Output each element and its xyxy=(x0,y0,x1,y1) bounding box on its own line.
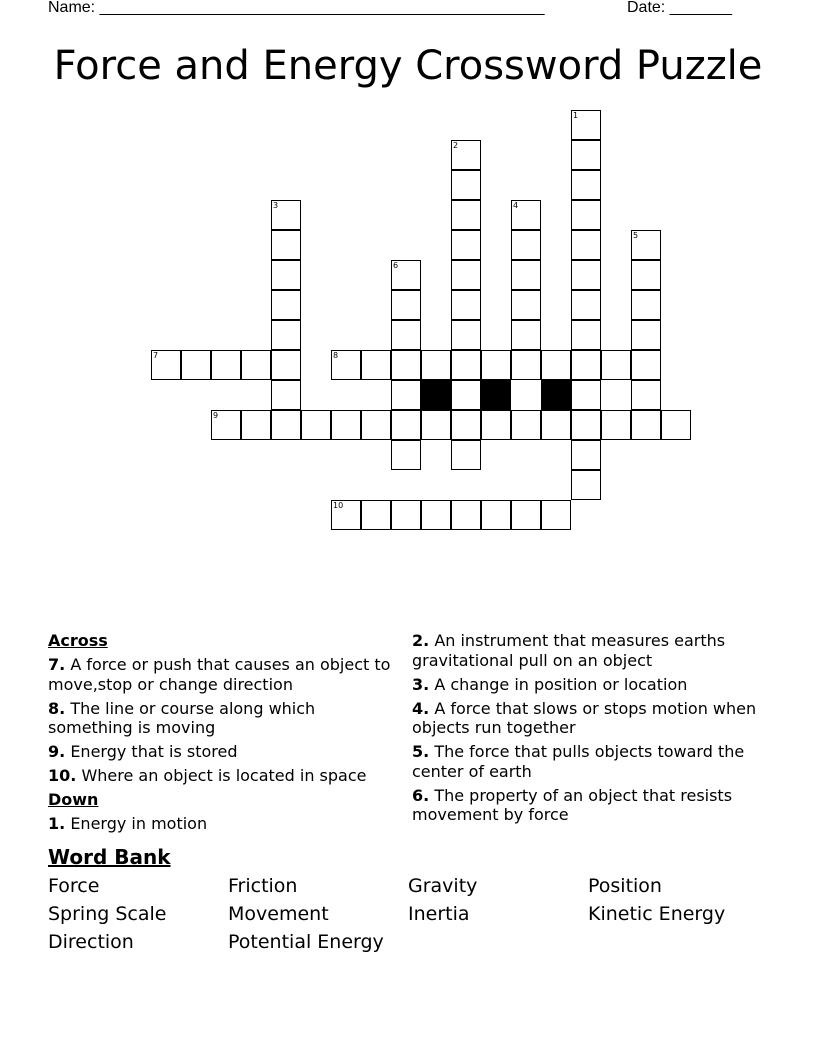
clue-number: 7. xyxy=(48,655,66,674)
crossword-cell[interactable] xyxy=(391,290,421,320)
crossword-cell[interactable] xyxy=(451,350,481,380)
crossword-cell[interactable] xyxy=(481,350,511,380)
clue-number: 5. xyxy=(412,742,430,761)
crossword-cell[interactable] xyxy=(511,500,541,530)
crossword-cell[interactable] xyxy=(451,170,481,200)
crossword-cell[interactable] xyxy=(511,320,541,350)
crossword-cell[interactable] xyxy=(271,260,301,290)
crossword-cell[interactable] xyxy=(571,410,601,440)
word-bank-item: Force xyxy=(48,875,100,897)
crossword-cell[interactable] xyxy=(391,500,421,530)
clue-number-label: 1 xyxy=(573,111,579,120)
crossword-cell[interactable] xyxy=(451,410,481,440)
crossword-cell[interactable] xyxy=(451,380,481,410)
crossword-cell[interactable] xyxy=(331,500,361,530)
crossword-cell[interactable] xyxy=(451,230,481,260)
clue-number: 3. xyxy=(412,674,430,694)
clue-number: 1. xyxy=(48,814,66,833)
clue-number-label: 4 xyxy=(513,201,519,210)
crossword-cell[interactable] xyxy=(451,500,481,530)
clue-number: 10. xyxy=(48,766,77,785)
word-bank-item: Inertia xyxy=(408,903,470,925)
crossword-cell[interactable] xyxy=(211,410,241,440)
clues-right-column xyxy=(412,631,762,825)
crossword-cell[interactable] xyxy=(421,410,451,440)
clue-text: Where an object is located in space xyxy=(81,766,367,785)
clue-number-label: 6 xyxy=(393,261,399,270)
crossword-cell[interactable] xyxy=(511,260,541,290)
clue-across-8 xyxy=(48,699,404,738)
crossword-cell[interactable] xyxy=(571,380,601,410)
clue-down-3 xyxy=(412,675,762,695)
crossword-cell[interactable] xyxy=(571,350,601,380)
crossword-block xyxy=(421,380,451,410)
crossword-cell[interactable] xyxy=(571,260,601,290)
crossword-cell[interactable] xyxy=(631,260,661,290)
clue-down-5 xyxy=(412,742,762,781)
crossword-cell[interactable] xyxy=(331,350,361,380)
word-bank-item: Position xyxy=(588,875,662,897)
crossword-cell[interactable] xyxy=(541,410,571,440)
clue-number: 8. xyxy=(48,698,66,718)
crossword-cell[interactable] xyxy=(661,410,691,440)
crossword-cell[interactable] xyxy=(271,320,301,350)
crossword-cell[interactable] xyxy=(451,140,481,170)
crossword-cell[interactable] xyxy=(361,350,391,380)
crossword-cell[interactable] xyxy=(271,230,301,260)
crossword-cell[interactable] xyxy=(271,350,301,380)
clue-number: 4. xyxy=(412,698,430,718)
crossword-cell[interactable] xyxy=(571,110,601,140)
word-bank-item: Gravity xyxy=(408,875,478,897)
clue-down-1 xyxy=(48,814,404,834)
date-field-label: Date: _______ xyxy=(627,0,732,16)
crossword-cell[interactable] xyxy=(361,410,391,440)
crossword-cell[interactable] xyxy=(511,410,541,440)
crossword-cell[interactable] xyxy=(391,350,421,380)
clues-left-column xyxy=(48,631,404,834)
crossword-cell[interactable] xyxy=(571,320,601,350)
down-heading: Down xyxy=(48,790,99,809)
crossword-cell[interactable] xyxy=(541,350,571,380)
crossword-cell[interactable] xyxy=(511,200,541,230)
word-bank-item: Potential Energy xyxy=(228,931,384,953)
crossword-cell[interactable] xyxy=(571,200,601,230)
clue-number-label: 2 xyxy=(453,141,459,150)
clue-number-label: 8 xyxy=(333,351,339,360)
crossword-cell[interactable] xyxy=(241,410,271,440)
crossword-cell[interactable] xyxy=(271,410,301,440)
crossword-cell[interactable] xyxy=(571,140,601,170)
crossword-cell[interactable] xyxy=(421,350,451,380)
word-bank-item: Friction xyxy=(228,875,298,897)
crossword-cell[interactable] xyxy=(451,290,481,320)
clue-across-9 xyxy=(48,742,404,762)
clue-number: 9. xyxy=(48,742,66,761)
crossword-cell[interactable] xyxy=(301,410,331,440)
clue-text: The line or course along which something is moving xyxy=(48,698,316,737)
crossword-cell[interactable] xyxy=(631,380,661,410)
crossword-cell[interactable] xyxy=(631,290,661,320)
crossword-cell[interactable] xyxy=(571,230,601,260)
crossword-cell[interactable] xyxy=(571,440,601,470)
word-bank-title: Word Bank xyxy=(48,845,171,869)
clue-across-10 xyxy=(48,766,404,786)
clue-text: An instrument that measures earths gravitational pull on an object xyxy=(412,631,726,670)
crossword-cell[interactable] xyxy=(451,320,481,350)
crossword-cell[interactable] xyxy=(361,500,391,530)
word-bank-item: Movement xyxy=(228,903,329,925)
clue-text: The property of an object that resists movement by force xyxy=(412,785,733,824)
crossword-cell[interactable] xyxy=(271,380,301,410)
word-bank-item: Spring Scale xyxy=(48,903,167,925)
page-title: Force and Energy Crossword Puzzle xyxy=(53,43,763,89)
crossword-cell[interactable] xyxy=(451,440,481,470)
crossword-cell[interactable] xyxy=(181,350,211,380)
clue-number-label: 3 xyxy=(273,201,279,210)
word-bank-item: Kinetic Energy xyxy=(588,903,726,925)
clue-text: Energy that is stored xyxy=(70,742,238,761)
clue-text: Energy in motion xyxy=(70,814,208,833)
across-heading: Across xyxy=(48,631,108,650)
clue-number-label: 10 xyxy=(333,501,344,510)
crossword-cell[interactable] xyxy=(481,410,511,440)
crossword-cell[interactable] xyxy=(631,410,661,440)
crossword-cell[interactable] xyxy=(271,290,301,320)
crossword-cell[interactable] xyxy=(571,170,601,200)
clue-number-label: 5 xyxy=(633,231,639,240)
clue-text: The force that pulls objects toward the center of earth xyxy=(412,742,745,781)
crossword-block xyxy=(541,380,571,410)
crossword-cell[interactable] xyxy=(601,350,631,380)
crossword-cell[interactable] xyxy=(511,290,541,320)
clue-across-7 xyxy=(48,655,404,694)
crossword-cell[interactable] xyxy=(571,290,601,320)
crossword-block xyxy=(481,380,511,410)
crossword-cell[interactable] xyxy=(541,500,571,530)
crossword-cell[interactable] xyxy=(271,200,301,230)
clue-down-6 xyxy=(412,786,762,825)
crossword-cell[interactable] xyxy=(151,350,181,380)
clue-number: 2. xyxy=(412,631,430,650)
name-field-label: Name: __________________________________________________ xyxy=(48,0,545,16)
clue-text: A force that slows or stops motion when objects run together xyxy=(412,698,757,737)
word-bank-item: Direction xyxy=(48,931,134,953)
crossword-cell[interactable] xyxy=(511,230,541,260)
crossword-cell[interactable] xyxy=(331,410,361,440)
clue-number: 6. xyxy=(412,785,430,805)
crossword-cell[interactable] xyxy=(391,380,421,410)
crossword-cell[interactable] xyxy=(571,470,601,500)
crossword-cell[interactable] xyxy=(211,350,241,380)
crossword-cell[interactable] xyxy=(391,320,421,350)
crossword-cell[interactable] xyxy=(511,350,541,380)
crossword-cell[interactable] xyxy=(391,440,421,470)
clue-text: A change in position or location xyxy=(434,674,688,694)
crossword-cell[interactable] xyxy=(631,350,661,380)
crossword-cell[interactable] xyxy=(451,260,481,290)
crossword-cell[interactable] xyxy=(241,350,271,380)
crossword-cell[interactable] xyxy=(391,410,421,440)
crossword-cell[interactable] xyxy=(391,260,421,290)
crossword-cell[interactable] xyxy=(601,410,631,440)
clue-text: A force or push that causes an object to move,stop or change direction xyxy=(48,655,391,694)
crossword-cell[interactable] xyxy=(631,230,661,260)
crossword-cell[interactable] xyxy=(481,500,511,530)
crossword-cell[interactable] xyxy=(451,200,481,230)
clue-number-label: 9 xyxy=(213,411,219,420)
crossword-cell[interactable] xyxy=(421,500,451,530)
clue-number-label: 7 xyxy=(153,351,159,360)
clue-down-2 xyxy=(412,631,762,670)
crossword-cell[interactable] xyxy=(631,320,661,350)
clue-down-4 xyxy=(412,699,762,738)
